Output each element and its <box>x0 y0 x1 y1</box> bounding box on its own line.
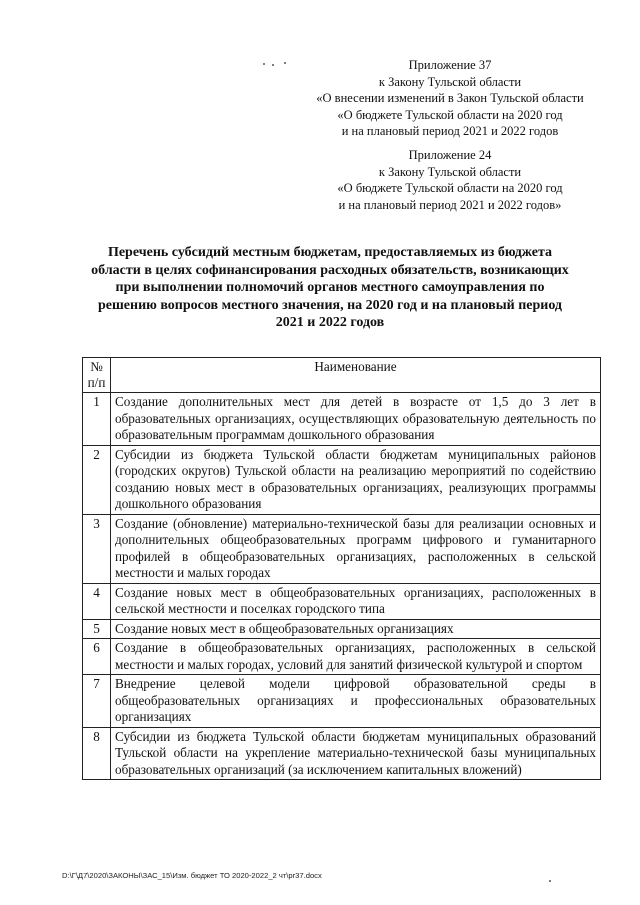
table-row <box>83 639 601 675</box>
appendix-37-line1: Приложение 37 <box>408 58 492 72</box>
table-row <box>83 393 601 446</box>
row-name: Внедрение целевой модели цифровой образовательной среды в общеобразовательных организациях и профессиональных образовательных организациях <box>111 675 601 728</box>
appendix-37-line2: к Закону Тульской области <box>378 74 522 89</box>
row-number: 1 <box>83 393 111 446</box>
table-row <box>83 514 601 583</box>
title-line: области в целях софинансирования расходных обязательств, возникающих <box>91 262 569 278</box>
column-header-number <box>83 358 111 393</box>
row-number: 4 <box>83 583 111 619</box>
row-name: Создание (обновление) материально-технической базы для реализации основных и дополнительных общеобразовательных программ цифрового и гуманитарного профилей в общеобразовательных организациях, расположенных в сельской местности и малых городах <box>111 514 601 583</box>
appendix-24-line3: «О бюджете Тульской области на 2020 год <box>337 181 563 195</box>
title-line: решению вопросов местного значения, на 2020 год и на плановый период <box>97 297 563 313</box>
document-title <box>60 244 600 332</box>
table-row <box>83 727 601 780</box>
row-number: 8 <box>83 727 111 780</box>
table-row <box>83 675 601 728</box>
row-number: 3 <box>83 514 111 583</box>
column-header-number-abbr: п/п <box>87 375 106 390</box>
appendix-24-header <box>300 147 600 213</box>
file-path-footer: D:\Г\Д7\2020\ЗАКОНЫ\ЗАС_15\Изм. бюджет ТО 2020-2022_2 чт\pr37.docx <box>62 871 322 880</box>
row-name: Создание в общеобразовательных организациях, расположенных в сельской местности и малых городах, условий для занятий физической культурой и спортом <box>111 639 601 675</box>
appendix-37-line4: «О бюджете Тульской области на 2020 год <box>337 107 563 122</box>
appendix-37-line3: «О внесении изменений в Закон Тульской области <box>316 91 584 105</box>
scan-speck <box>284 62 286 64</box>
table-header-row <box>83 358 601 393</box>
column-header-number-symbol: № <box>90 359 103 374</box>
row-number: 5 <box>83 619 111 639</box>
table-row <box>83 583 601 619</box>
subsidies-table <box>82 357 601 780</box>
row-name: Создание дополнительных мест для детей в возрасте от 1,5 до 3 лет в образовательных организациях, осуществляющих образовательную деятельность по образовательным программам дошкольного образования <box>111 393 601 446</box>
scan-speck <box>272 64 274 66</box>
row-name: Субсидии из бюджета Тульской области бюджетам муниципальных образований Тульской области на укрепление материально-технической базы муниципальных образовательных организаций (за исключением капитальных вложений) <box>111 727 601 780</box>
title-line: при выполнении полномочий органов местного самоуправления по <box>115 280 545 295</box>
scan-speck <box>549 880 551 882</box>
appendix-37-header <box>300 57 600 140</box>
row-name: Создание новых мест в общеобразовательных организациях, расположенных в сельской местности и поселках городского типа <box>111 583 601 619</box>
row-name: Создание новых мест в общеобразовательных организациях <box>111 619 601 639</box>
row-name: Субсидии из бюджета Тульской области бюджетам муниципальных районов (городских округов) Тульской области на реализацию мероприятий по содействию созданию новых мест в образовательных организациях, реализующих программы дошкольного образования <box>111 445 601 514</box>
scan-speck <box>263 63 265 65</box>
row-number: 2 <box>83 445 111 514</box>
appendix-37-line5: и на плановый период 2021 и 2022 годов <box>341 124 559 138</box>
table-row <box>83 445 601 514</box>
title-line: Перечень субсидий местным бюджетам, предоставляемых из бюджета <box>107 245 553 260</box>
title-line: 2021 и 2022 годов <box>275 315 385 330</box>
appendix-24-line1: Приложение 24 <box>408 148 492 162</box>
table-row <box>83 619 601 639</box>
appendix-24-line2: к Закону Тульской области <box>378 164 522 179</box>
row-number: 7 <box>83 675 111 728</box>
column-header-name: Наименование <box>111 358 601 393</box>
appendix-24-line4: и на плановый период 2021 и 2022 годов» <box>338 197 562 212</box>
row-number: 6 <box>83 639 111 675</box>
